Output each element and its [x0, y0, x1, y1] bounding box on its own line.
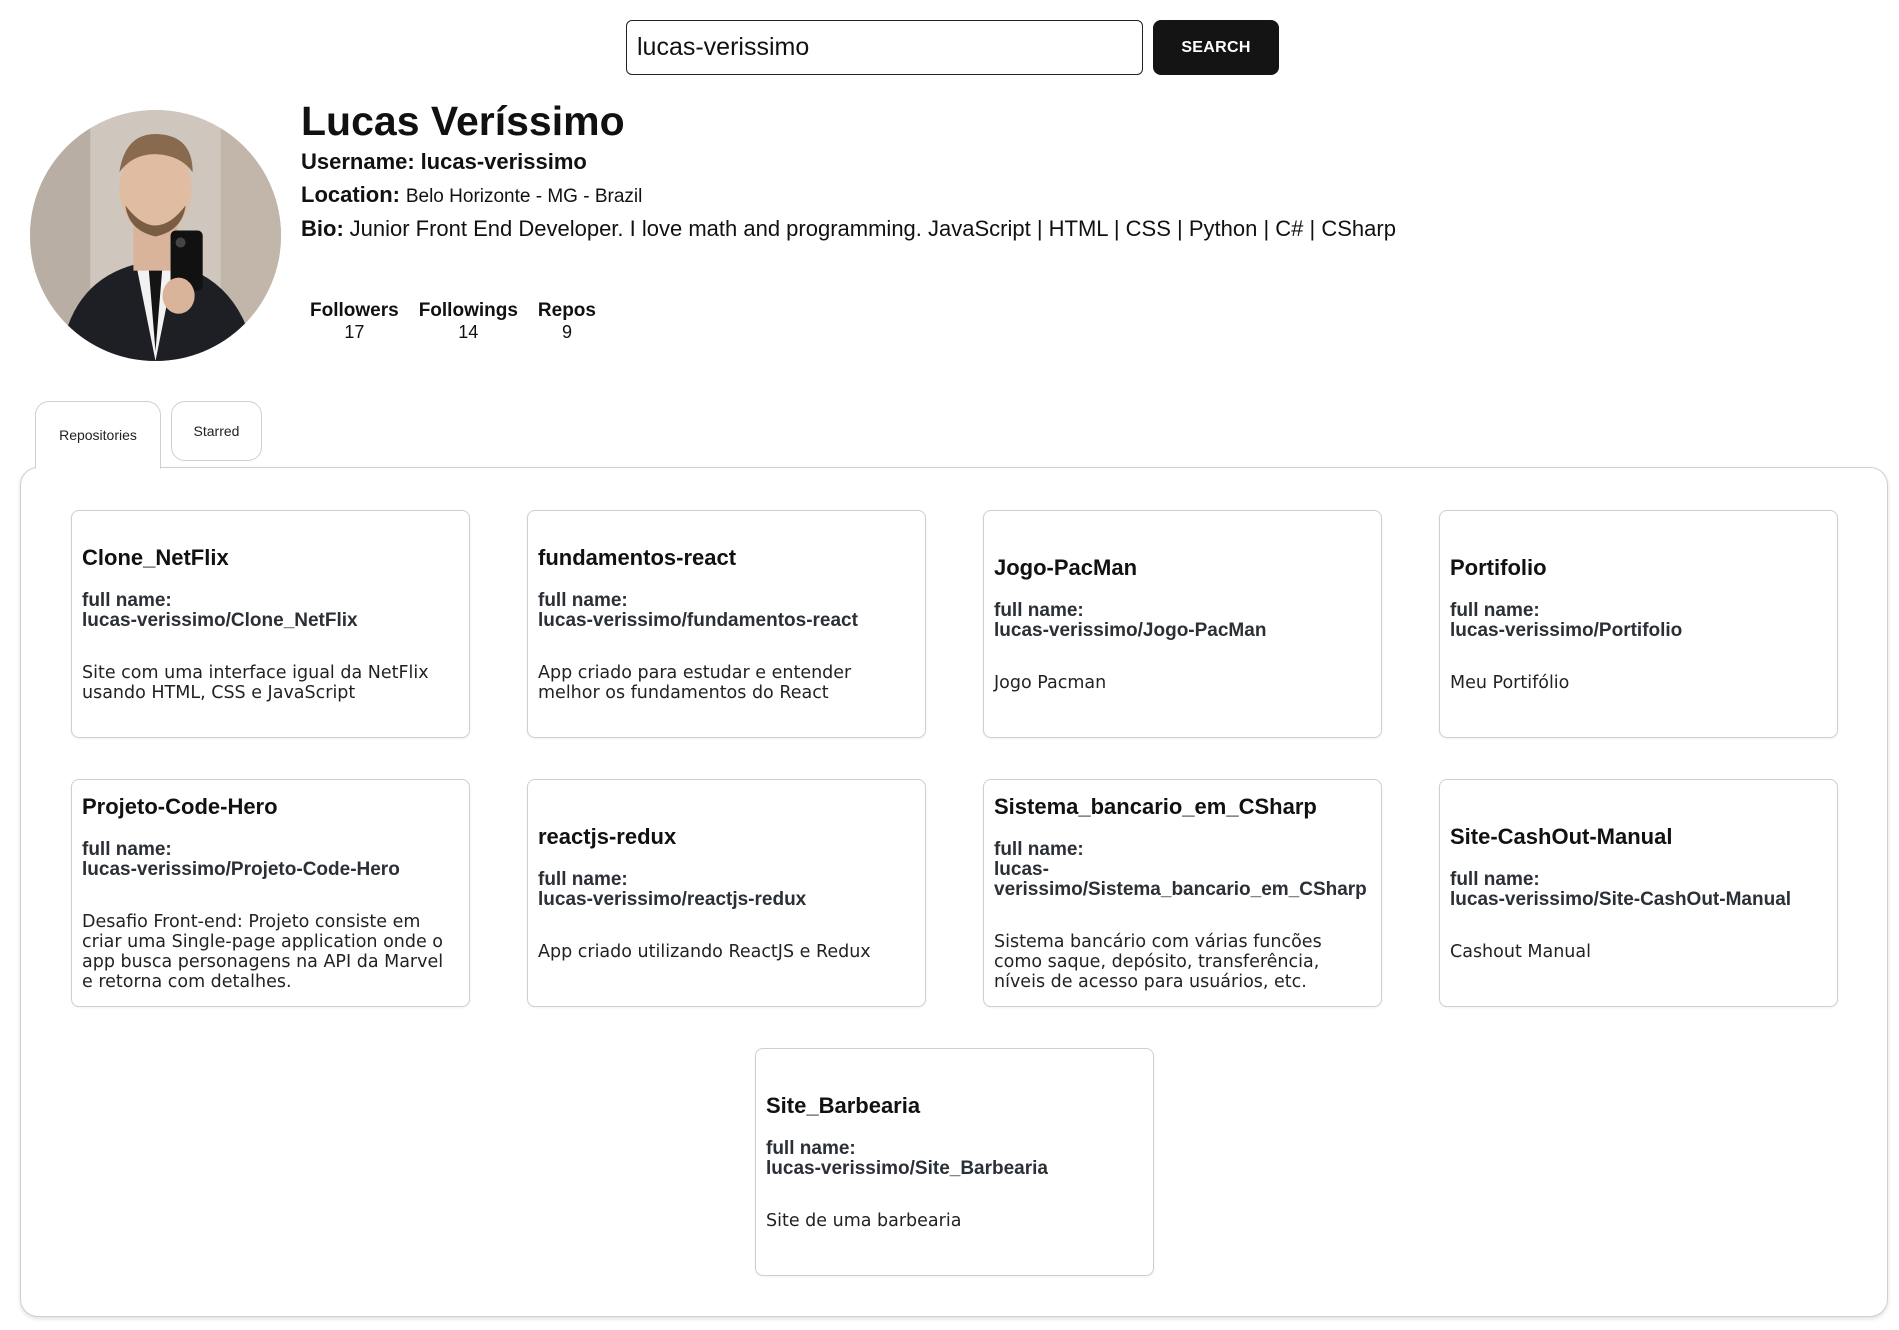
profile-info [301, 96, 1821, 246]
search-button[interactable]: SEARCH [1153, 20, 1279, 75]
repo-fullname: lucas-verissimo/Site-CashOut-Manual [1450, 889, 1792, 910]
username-row [301, 146, 1821, 179]
repo-fullname-label: full name: [1450, 600, 1540, 621]
repo-description: App criado para estudar e entender melhor os fundamentos do React [538, 663, 852, 703]
repo-description: Site de uma barbearia [766, 1211, 962, 1231]
repo-description: Desafio Front-end: Projeto consiste em criar uma Single-page application onde o app busca personagens na API da Marvel e retorna com detalhes. [82, 912, 444, 992]
avatar-photo [30, 110, 281, 361]
repo-fullname: lucas-verissimo/fundamentos-react [538, 610, 858, 631]
repo-description: Sistema bancário com várias funcões como saque, depósito, transferência, níveis de acesso para usuários, etc. [994, 932, 1322, 992]
repos-stat [538, 300, 596, 342]
avatar [30, 110, 281, 361]
repo-fullname: lucas-verissimo/Portifolio [1450, 620, 1683, 641]
bio-value: Junior Front End Developer. I love math and programming. JavaScript | HTML | CSS | Python | C# | CSharp [349, 216, 1396, 241]
repo-fullname-label: full name: [994, 839, 1084, 860]
repo-title: reactjs-redux [538, 824, 677, 849]
username-label: Username: [301, 149, 415, 174]
followers-stat [310, 300, 399, 342]
repo-fullname: lucas-verissimo/Sistema_bancario_em_CSharp [994, 859, 1367, 900]
repo-card[interactable] [1439, 510, 1838, 738]
repo-fullname-label: full name: [1450, 869, 1540, 890]
repo-fullname: lucas-verissimo/Clone_NetFlix [82, 610, 358, 631]
repo-title: Projeto-Code-Hero [82, 794, 278, 819]
repo-title: Site_Barbearia [766, 1093, 921, 1118]
bio-row [301, 213, 1821, 246]
tab-repositories[interactable]: Repositories [35, 401, 161, 469]
repo-fullname: lucas-verissimo/Site_Barbearia [766, 1158, 1048, 1179]
bio-label: Bio: [301, 216, 344, 241]
repo-card[interactable] [983, 779, 1382, 1007]
repositories-panel [20, 467, 1888, 1317]
repo-card[interactable] [527, 779, 926, 1007]
profile-stats [310, 300, 596, 342]
repo-fullname-label: full name: [82, 839, 172, 860]
repo-title: Clone_NetFlix [82, 545, 229, 570]
repos-label: Repos [537, 300, 596, 321]
repo-description: Site com uma interface igual da NetFlix usando HTML, CSS e JavaScript [82, 663, 429, 703]
followings-count: 14 [458, 322, 479, 342]
repo-description: Jogo Pacman [994, 673, 1107, 693]
repo-fullname: lucas-verissimo/Jogo-PacMan [994, 620, 1267, 641]
repo-description: Meu Portifólio [1450, 673, 1570, 693]
repo-fullname-label: full name: [82, 590, 172, 611]
repo-card[interactable] [1439, 779, 1838, 1007]
repo-fullname-label: full name: [766, 1138, 856, 1159]
repo-fullname: lucas-verissimo/Projeto-Code-Hero [82, 859, 400, 880]
repo-title: fundamentos-react [538, 545, 737, 570]
repo-fullname-label: full name: [538, 869, 628, 890]
tab-starred[interactable]: Starred [171, 401, 262, 461]
repo-card[interactable] [755, 1048, 1154, 1276]
followings-label: Followings [418, 300, 518, 321]
repo-title: Portifolio [1450, 555, 1547, 580]
repo-fullname: lucas-verissimo/reactjs-redux [538, 889, 807, 910]
repo-fullname-label: full name: [538, 590, 628, 611]
repo-title: Sistema_bancario_em_CSharp [994, 794, 1317, 819]
search-bar [626, 20, 1279, 75]
repo-card[interactable] [983, 510, 1382, 738]
repo-description: Cashout Manual [1450, 942, 1591, 962]
repo-title: Site-CashOut-Manual [1450, 824, 1673, 849]
profile-name: Lucas Veríssimo [301, 98, 625, 144]
followers-label: Followers [310, 300, 399, 321]
followings-stat [419, 300, 518, 342]
repo-description: App criado utilizando ReactJS e Redux [538, 942, 871, 962]
repo-fullname-label: full name: [994, 600, 1084, 621]
repo-card[interactable] [527, 510, 926, 738]
repo-grid [71, 510, 1838, 1276]
tab-bar [35, 401, 262, 469]
repos-count: 9 [561, 322, 572, 342]
repo-card[interactable] [71, 779, 470, 1007]
followers-count: 17 [344, 322, 365, 342]
username-value: lucas-verissimo [420, 149, 587, 174]
repo-title: Jogo-PacMan [994, 555, 1138, 580]
repo-card[interactable] [71, 510, 470, 738]
location-row [301, 179, 1821, 213]
location-value: Belo Horizonte - MG - Brazil [405, 186, 643, 207]
location-label: Location: [301, 182, 400, 207]
search-input[interactable] [626, 20, 1143, 75]
